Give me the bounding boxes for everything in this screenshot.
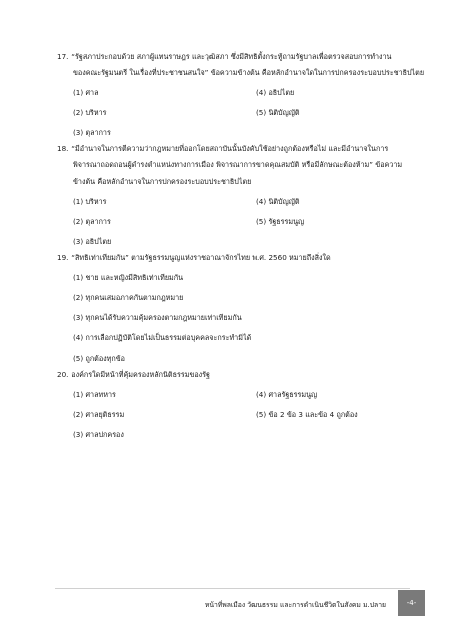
question-18-line-2: พิจารณาถอดถอนผู้ดำรงตำแหน่งทางการเมือง พิจารณาการขาดคุณสมบัติ หรือมีลักษณะต้องห้าม” ข้อความ: [73, 160, 403, 169]
option-4: (4) การเลือกปฏิบัติโดยไม่เป็นธรรมต่อบุคคลจะกระทำมิได้: [73, 333, 252, 342]
page-number: -4-: [406, 599, 417, 607]
option-3: (3) ตุลาการ: [73, 128, 111, 137]
option-2: (2) ศาลยุติธรรม: [73, 410, 125, 419]
option-4: (4) ศาลรัฐธรรมนูญ: [256, 390, 318, 399]
footer-title: หน้าที่พลเมือง วัฒนธรรม และการดำเนินชีวิตในสังคม ม.ปลาย: [204, 601, 386, 609]
question-19-line-1: [57, 251, 419, 264]
option-4: (4) อธิปไตย: [256, 88, 295, 97]
question-text: “สิทธิเท่าเทียมกัน” ตามรัฐธรรมนูญแห่งราชอาณาจักรไทย พ.ศ. 2560 หมายถึงสิ่งใด: [71, 253, 331, 262]
option-3: (3) ทุกคนได้รับความคุ้มครองตามกฎหมายเท่าเทียมกัน: [73, 313, 242, 322]
question-text: “มีอำนาจในการตีความว่ากฎหมายที่ออกโดยสถาบันนั้นบังคับใช้อย่างถูกต้องหรือไม่ และมีอำนาจในการ: [71, 144, 389, 153]
option-3: (3) ศาลปกครอง: [73, 430, 124, 439]
option-5: (5) ข้อ 2 ข้อ 3 และข้อ 4 ถูกต้อง: [256, 410, 358, 419]
page-number-tab: [398, 590, 425, 616]
question-text: องค์กรใดมีหน้าที่คุ้มครองหลักนิติธรรมของรัฐ: [71, 370, 211, 379]
option-3: (3) อธิปไตย: [73, 237, 112, 246]
footer-divider: [55, 588, 410, 589]
question-number: 19.: [57, 253, 69, 262]
option-2: (2) บริหาร: [73, 108, 107, 117]
question-number: 17.: [57, 52, 69, 61]
question-text: “รัฐสภาประกอบด้วย สภาผู้แทนราษฎร และวุฒิสภา ซึ่งมีสิทธิตั้งกระทู้ถามรัฐบาลเพื่อตรวจสอบการทำงาน: [71, 52, 392, 61]
option-1: (1) ศาลทหาร: [73, 390, 116, 399]
option-5: (5) รัฐธรรมนูญ: [256, 217, 305, 226]
question-20-line-1: [57, 368, 419, 381]
option-1: (1) ศาล: [73, 88, 99, 97]
question-17-line-2: ของคณะรัฐมนตรี ในเรื่องที่ประชาชนสนใจ” ข้อความข้างต้น คือหลักอำนาจใดในการปกครองระบอบประชาธิปไตย: [73, 68, 425, 77]
option-1: (1) บริหาร: [73, 197, 107, 206]
question-18-line-1: [57, 142, 419, 155]
question-number: 20.: [57, 370, 69, 379]
question-number: 18.: [57, 144, 69, 153]
option-5: (5) ถูกต้องทุกข้อ: [73, 354, 125, 363]
question-18-line-3: ข้างต้น คือหลักอำนาจในการปกครองระบอบประชาธิปไตย: [73, 177, 252, 186]
option-1: (1) ชาย และหญิงมีสิทธิเท่าเทียมกัน: [73, 273, 184, 282]
option-5: (5) นิติบัญญัติ: [256, 108, 300, 117]
option-2: (2) ทุกคนเสมอภาคกันตามกฎหมาย: [73, 293, 184, 302]
option-2: (2) ตุลาการ: [73, 217, 111, 226]
option-4: (4) นิติบัญญัติ: [256, 197, 300, 206]
question-17-line-1: [57, 50, 419, 63]
